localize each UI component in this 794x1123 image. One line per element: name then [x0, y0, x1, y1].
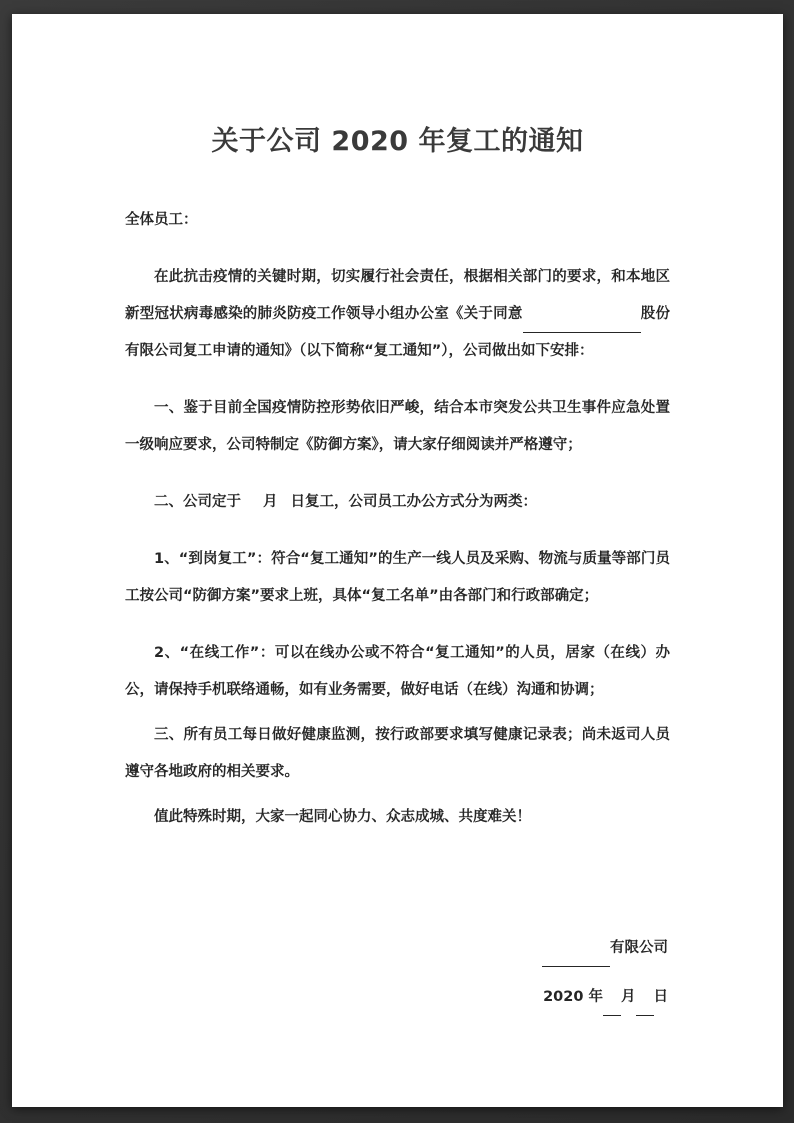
company-name-blank-field[interactable] [523, 318, 641, 333]
signature-month-unit: 月 [621, 989, 636, 1006]
paragraph-item-2-text-tail: 日复工，公司员工办公方式分为两类： [290, 494, 537, 511]
salutation-line: 全体员工： [125, 212, 198, 229]
paragraph-closing: 值此特殊时期，大家一起同心协力、众志成城、共度难关！ [154, 809, 531, 826]
paragraph-item-2-sub-2: 2、“在线工作”：可以在线办公或不符合“复工通知”的人员，居家（在线）办公，请保持手机联络通畅，如有业务需要，做好电话（在线）沟通和协调； [125, 645, 670, 699]
paragraph-intro-text-before-blank: 在此抗击疫情的关键时期，切实履行社会责任，根据相关部门的要求，和本地区新型冠状病毒感染的肺炎防疫工作领导小组办公室《关于同意 [125, 269, 670, 323]
signature-day-blank-field[interactable] [636, 1001, 654, 1016]
page-title: 关于公司 2020 年复工的通知 [211, 126, 584, 157]
paragraph-item-2-sub-1: 1、“到岗复工”：符合“复工通知”的生产一线人员及采购、物流与质量等部门员工按公司“防御方案”要求上班，具体“复工名单”由各部门和行政部确定； [125, 551, 670, 605]
paragraph-item-2 [125, 484, 670, 521]
signature-date-year: 2020 年 [543, 989, 603, 1006]
paragraph-item-2-text-lead: 二、公司定于 [154, 494, 241, 511]
signature-company-line [125, 836, 670, 967]
document-content-area [125, 14, 670, 1016]
paragraph-item-1: 一、鉴于目前全国疫情防控形势依旧严峻，结合本市突发公共卫生事件应急处置一级响应要求，公司特制定《防御方案》，请大家仔细阅读并严格遵守； [125, 400, 670, 454]
signature-date-line [125, 967, 670, 1016]
document-page [12, 14, 783, 1107]
paragraph-intro-text-after-blank: 股份有限公司复工申请的通知》（以下简称“复工通知”），公司做出如下安排： [125, 306, 671, 360]
paragraph-intro [125, 259, 670, 370]
month-unit-label: 月 [263, 494, 278, 511]
signature-day-unit: 日 [653, 989, 668, 1006]
signature-company-suffix: 有限公司 [610, 940, 668, 957]
paragraph-item-3: 三、所有员工每日做好健康监测，按行政部要求填写健康记录表；尚未返司人员遵守各地政府的相关要求。 [125, 727, 670, 781]
signature-company-blank-field[interactable] [542, 952, 610, 967]
signature-month-blank-field[interactable] [603, 1001, 621, 1016]
